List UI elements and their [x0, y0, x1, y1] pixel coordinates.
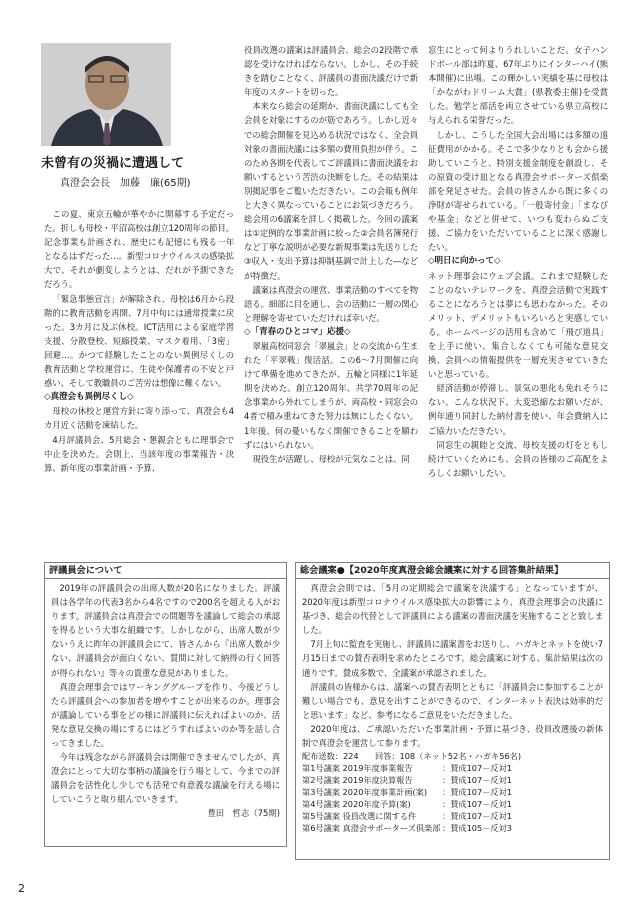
tally-item: 第4号議案 2020年度予算(案)	[302, 799, 411, 810]
council-notice-box	[44, 562, 287, 847]
paragraph: 真澄会理事会ではワーキンググループを作り、今後どうしたら評議員会への参加者を増やすことが出来るのか。理事会が議論している事をどの様に評議員に伝えればよいのか、活発な意見交換の場にするにはどうすればよいのか等を話し合ってきました。	[51, 681, 280, 749]
tally-result: ：賛成107－反対1	[442, 775, 512, 786]
council-notice-title: 評議員会について	[45, 563, 286, 579]
paragraph: この夏、東京五輪が華やかに開幕する予定だった。折しも母校・平沼高校は創立120周年の節目。記念事業も計画され、歴史にも記憶にも残る一年となるはずだった…。新型コロナウイルスの感染拡大で、それが劇変しようとは、だれが予測できただろう。	[44, 209, 234, 290]
author-photo	[41, 43, 171, 146]
section-heading: ◇「青春のひとコマ」応援◇	[244, 326, 351, 337]
paragraph: 7月上旬に監査を実施し、評議員に議案書をお送りし、ハガキとネットを使い7月15日までの賛否表明を求めたところです。総会議案に対する、集計結果は次の通りです。賛成多数で、全議案が承認されました。	[302, 639, 603, 678]
vote-tally-row	[302, 810, 603, 822]
section-heading: ◇明日に向かって◇	[428, 256, 501, 267]
paragraph: 経済活動が停滞し、景気の悪化も免れそうにない。こんな状況下、大変恐縮なお願いだが、例年通り同封した納付書を使い、年会費納入にご協力いただきたい。	[428, 383, 608, 436]
general-meeting-box	[295, 562, 610, 860]
page-number: 2	[18, 882, 25, 895]
tally-result: ：賛成107－反対1	[442, 763, 512, 774]
article-column-1	[44, 207, 234, 475]
paragraph: 今年は残念ながら評議員会は開催できませんでしたが、真澄会にとって大切な事柄の議論を行う場として、今までの評議員会を活性化し少しでも活発で有意義な議論を行える場にしていこうと取り組んでいきます。	[51, 752, 280, 805]
vote-tally-row	[302, 786, 603, 798]
tally-result: ：賛成107－反対1	[442, 787, 512, 798]
tally-item: 第5号議案 役員改選に関する件	[302, 811, 417, 822]
paragraph: ネット理事会にウェブ会議。これまで経験したことのないテレワークを、真澄会活動で実践することになろうとは夢にも思わなかった。そのメリット、デメリットもいろいろと実感している。ホームページの活用も含めて「飛び道具」を上手に使い、集合しなくても可能な意見交換、会員への情報提供を一層充実させていきたいと思っている。	[428, 270, 608, 380]
tally-result: ：賛成107－反対1	[442, 811, 512, 822]
section-heading: ◇真澄会も異例尽くし◇	[44, 392, 134, 403]
vote-tally	[296, 750, 609, 834]
paragraph: しかし、こうした全国大会出場には多額の遠征費用がかかる。そこで多少なりとも会から援助していこうと、特別支援金制度を創設し、その原資の受け皿となる真澄会サポーターズ倶楽部を発足させた。会員の皆さんから既に多くの浄財が寄せられている。「一般寄付金」「まなびや基金」などと併せて、いつも変わらぬご支援、ご協力をいただいていることに深く感謝したい。	[428, 129, 608, 253]
paragraph: 窓生にとって何よりうれしいことだ。女子ハンドボール部は昨夏、67年ぶりにインターハイ(熊本開催)に出場。この輝かしい実績を基に母校は「かながわドリーム大賞」(県教委主催)を受賞した。勉学と部活を両立させている県立高校に与えられる栄誉だった。	[428, 45, 608, 126]
paragraph: 議案は真澄会の運営、事業活動のすべてを物語る。細部に目を通し、会の活動に一層の関心と理解を寄せていただければ幸いだ。	[244, 284, 418, 323]
article-byline: 真澄会会長 加藤 廉(65期)	[60, 178, 191, 189]
tally-result: ：賛成107－反対1	[442, 799, 512, 810]
paragraph: 母校の休校と運営方針に寄り添って、真澄会も4カ月近く活動を凍結した。	[44, 406, 234, 431]
tally-item: 第6号議案 真澄会サポーターズ倶楽部	[302, 823, 441, 834]
vote-tally-row	[302, 798, 603, 810]
paragraph: 翠嵐高校同窓会「翠嵐会」との交流から生まれた「平翠戦」復活話。この6～7月開催に向けて準備を進めてきたが、五輪と同様に1年延期を決めた。創立120周年、共学70周年の記念事業から外れてしまうが、両高校・同窓会の4者で積み重ねてきた努力は無にしたくない。1年後、何の憂いもなく開催できることを願わずにはいられない。	[244, 340, 418, 450]
general-meeting-title: 総会議案●【2020年度真澄会総会議案に対する回答集計結果】	[296, 563, 609, 579]
paragraph: 本来なら総会の延期か、書面決議にしても全会員を対象にするのが筋であろう。しかし近々での総会開催を見込める状況ではなく、全会員対象の書面決議には多額の費用負担が伴う。このため各期を代表してご評議員に書面決議をお願いするという苦渋の決断をした。その結果は別掲記事をご覧いただきたい。この会報も例年と大きく異なっていることにお気づきだろう。総会用の6議案を詳しく掲載した。今回の議案は①定例的な事業計画に絞った②会員名簿発行など丁寧な説明が必要な新規事業は先送りした③収入・支出予算は抑制基調で計上した―などが特徴だ。	[244, 101, 418, 281]
paragraph: 役員改選の議案は評議員会、総会の2段階で承認を受けなければならない。しかし、その手続きを踏むことなく、評議員の書面決議だけで新年度のスタートを切った。	[244, 45, 418, 98]
paragraph: 現役生が活躍し、母校が元気なことは、同	[252, 453, 410, 464]
paragraph: 4月評議員会、5月総会・懇親会ともに理事会で中止を決めた。会則上、当該年度の事業報告・決算、新年度の事業計画・予算、	[44, 434, 234, 473]
vote-tally-row	[302, 822, 603, 834]
article-column-3	[428, 43, 608, 480]
tally-result: ：賛成105－反対3	[442, 823, 512, 834]
tally-item: 第2号議案 2019年度決算報告	[302, 775, 413, 786]
paragraph: 2019年の評議員会の出席人数が20名になりました。評議員は各学年の代表3名から4名ですので200名を超える人がおります。評議員会は真澄会での問題等を議論して総会の承認を得るという大事な組織です。しかしながら、出席人数が少ないうえに昨年の評議員会にて、皆さんから『出席人数が少ない、評議員会が面白くない、質問に対して納得の行く回答が得られない』等々の貴重な意見がありました。	[51, 583, 280, 678]
vote-tally-header: 配布送数：224 回答：108（ネット52名・ハガキ56名)	[302, 751, 522, 762]
tally-item: 第1号議案 2019年度事業報告	[302, 763, 413, 774]
article-title: 未曾有の災禍に遭遇して	[41, 156, 185, 171]
article-column-2	[244, 43, 418, 466]
council-notice-body	[45, 581, 286, 807]
paragraph: 同窓生の親睦と交流、母校支援の灯をともし続けていくためにも、会員の皆様のご高配をよろしくお願いしたい。	[428, 439, 608, 478]
general-meeting-body	[296, 581, 609, 750]
council-signature: 豊田 哲志（75期)	[207, 807, 280, 818]
paragraph: 「緊急事態宣言」が解除され、母校は6月から段階的に教育活動を再開、7月中旬には通常授業に戻った。3カ月に及ぶ休校。ICT活用による家庭学習支援、分散登校、短縮授業、マスク着用、「3密」回避…。かつて経験したことのない異例尽くしの教育活動と学校運営に、生徒や保護者の不安と戸惑い、そして教職員のご苦労は想像に難くない。	[44, 293, 234, 389]
paragraph: 2020年度は、ご承認いただいた事業計画・予算に基づき、役員改選後の新体制で真澄会を運営して参ります。	[302, 723, 603, 749]
vote-tally-row	[302, 762, 603, 774]
vote-tally-row	[302, 774, 603, 786]
tally-item: 第3号議案 2020年度事業計画(案)	[302, 787, 428, 798]
paragraph: 評議員の皆様からは、議案への賛否表明とともに「評議員会に参加することが難しい場合でも、意見を出すことができるので、インターネット表決は効率的だと思います」など、参考になるご意見をいただきました。	[302, 681, 603, 720]
paragraph: 真澄会会則では、「5月の定期総会で議案を決議する」となっていますが、2020年度は新型コロナウイルス感染拡大の影響により、真澄会理事会の決議に基づき、総会の代替として評議員による議案の書面決議を実施することと致しました。	[302, 583, 603, 636]
